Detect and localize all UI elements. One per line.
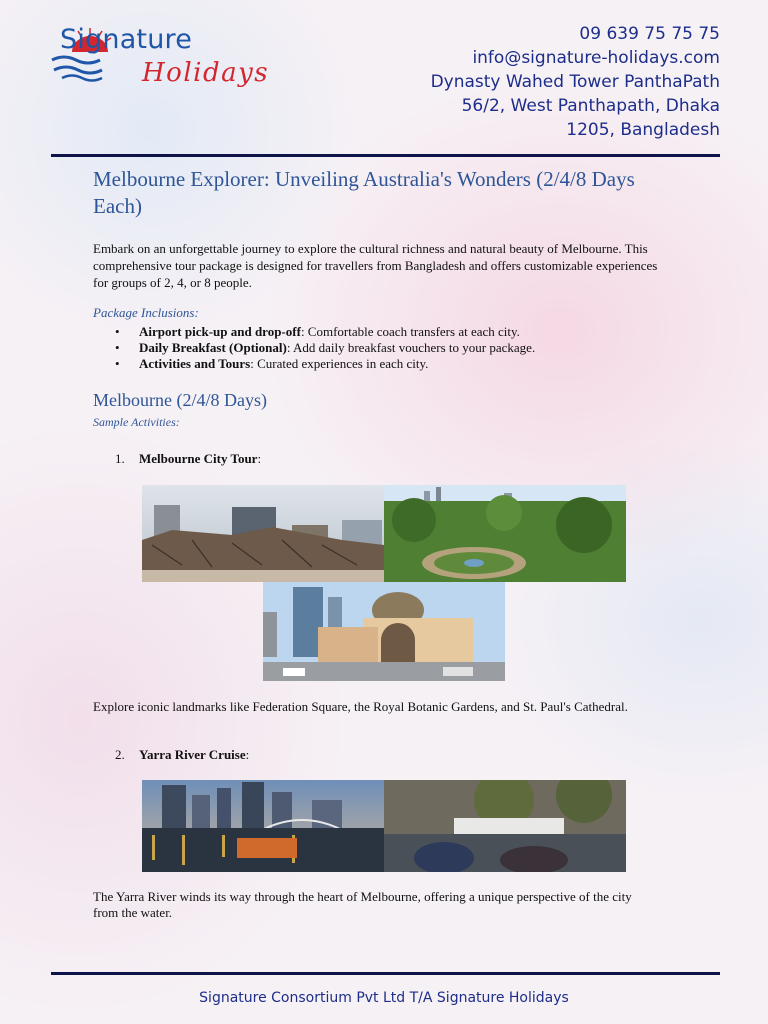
brand-tagline: Holidays	[142, 58, 270, 88]
cruise-boat-photo	[384, 780, 626, 872]
footer-text: Signature Consortium Pvt Ltd T/A Signature Holidays	[199, 990, 569, 1006]
inclusion-text: : Comfortable coach transfers at each city.	[300, 324, 520, 339]
brand-name: Signature	[60, 24, 193, 55]
intro-paragraph: Embark on an unforgettable journey to explore the cultural richness and natural beauty of Melbourne. This comprehensive tour package is designed for travellers from Bangladesh and offers customizable experiences for groups of 2, 4, or 8 people.	[93, 241, 658, 290]
inclusions-label: Package Inclusions:	[93, 305, 199, 320]
activity-suffix: :	[257, 451, 262, 466]
botanic-gardens-photo	[384, 485, 626, 582]
activity-number: 2.	[115, 747, 125, 762]
section-title: Melbourne (2/4/8 Days)	[93, 390, 267, 410]
activity-name: Yarra River Cruise	[139, 747, 246, 762]
header-divider	[51, 154, 720, 157]
list-item	[93, 356, 673, 372]
inclusion-title: Daily Breakfast (Optional)	[139, 340, 287, 355]
email-address: info@signature-holidays.com	[472, 48, 720, 68]
activity-heading	[93, 451, 261, 467]
list-item	[93, 340, 673, 356]
activity-name: Melbourne City Tour	[139, 451, 258, 466]
activity-caption: The Yarra River winds its way through the heart of Melbourne, offering a unique perspective of the city from the water.	[93, 889, 632, 920]
contact-block	[431, 22, 720, 142]
footer-divider	[51, 972, 720, 975]
address-line-3: 1205, Bangladesh	[566, 120, 720, 140]
activity-heading	[93, 747, 249, 763]
inclusions-list	[93, 324, 673, 372]
flinders-station-photo	[263, 582, 505, 681]
sample-activities-label: Sample Activities:	[93, 415, 180, 429]
activity-suffix: :	[245, 747, 250, 762]
federation-square-photo	[142, 485, 384, 582]
list-item	[93, 324, 673, 340]
activity-number: 1.	[115, 451, 125, 466]
inclusion-text: : Curated experiences in each city.	[250, 356, 429, 371]
document-title: Melbourne Explorer: Unveiling Australia's Wonders (2/4/8 Days Each)	[93, 167, 635, 218]
inclusion-title: Activities and Tours	[139, 356, 251, 371]
address-line-1: Dynasty Wahed Tower PanthaPath	[430, 72, 720, 92]
inclusion-text: : Add daily breakfast vouchers to your package.	[286, 340, 536, 355]
activity-caption: Explore iconic landmarks like Federation Square, the Royal Botanic Gardens, and St. Paul's Cathedral.	[93, 699, 628, 714]
yarra-skyline-photo	[142, 780, 384, 872]
inclusion-title: Airport pick-up and drop-off	[139, 324, 301, 339]
phone-number: 09 639 75 75 75	[579, 24, 720, 44]
address-line-2: 56/2, West Panthapath, Dhaka	[461, 96, 720, 116]
document-body	[93, 166, 673, 430]
